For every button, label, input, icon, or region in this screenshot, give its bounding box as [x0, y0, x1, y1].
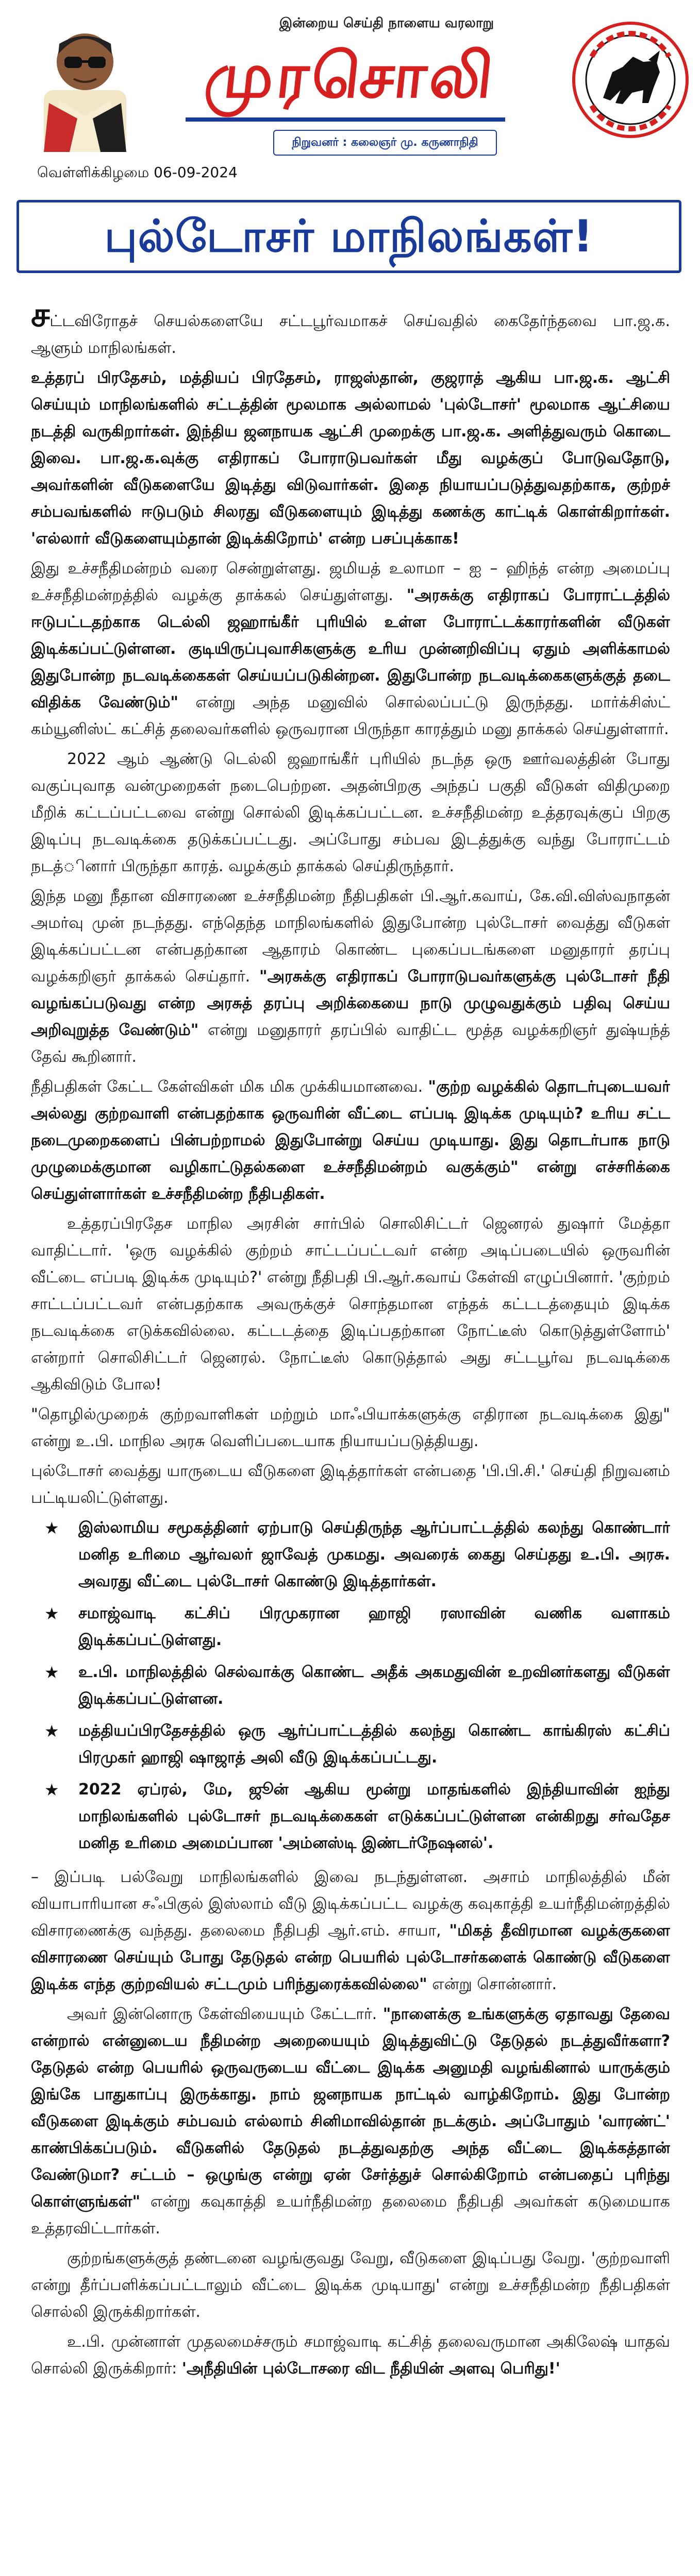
paragraph-9: புல்டோசர் வைத்து யாருடைய வீடுகளை இடித்தார்கள் என்பதை 'பி.பி.சி.' செய்தி நிறுவனம் பட்டியலிட்டுள்ளது. — [31, 1462, 670, 1507]
paragraph-5 — [31, 883, 670, 1071]
paragraph-11-tail: என்று கவுகாத்தி உயர்நீதிமன்ற தலைமை நீதிபதி அவர்கள் கடுமையாக உத்தரவிட்டார்கள். — [31, 2193, 670, 2238]
paragraph-6-lead: நீதிபதிகள் கேட்ட கேள்விகள் மிக மிக முக்கியமானவை. — [31, 1078, 428, 1096]
founder-portrait-icon — [28, 13, 142, 152]
paragraph-3 — [31, 555, 670, 743]
circular-seal-icon — [571, 21, 690, 139]
paragraph-2: உத்தரப் பிரதேசம், மத்தியப் பிரதேசம், ராஜஸ்தான், குஜராத் ஆகிய பா.ஜ.க. ஆட்சி செய்யும் மாநிலங்களில் சட்டத்தின் மூலமாக அல்லாமல் 'புல்டோசர்' மூலமாக ஆட்சியை நடத்தி வருகிறார்கள். இந்திய ஜனநாயக ஆட்சி முறைக்கு பா.ஜ.க. அளித்துவரும் கொடை இவை. பா.ஜ.க.வுக்கு எதிராகப் போராடுபவர்கள் மீது வழக்குப் போடுவதோடு, அவர்களின் வீடுகளையே இடித்து விடுவார்கள். இதை நியாயப்படுத்துவதற்காக, குற்றச் சம்பவங்களில் ஈடுபடும் சிலரது வீடுகளையும் இடித்து கணக்கு காட்டிக் கொள்கிறார்கள். 'எல்லார் வீடுகளையும்தான் இடிக்கிறோம்' என்ற பசப்புக்காக! — [31, 369, 670, 548]
list-item — [31, 1776, 670, 1857]
paragraph-6-tail: என்று எச்சரிக்கை செய்துள்ளார்கள் உச்சநீதிமன்ற நீதிபதிகள். — [31, 1158, 670, 1203]
list-item-text: மத்தியப்பிரதேசத்தில் ஒரு ஆர்ப்பாட்டத்தில் கலந்து கொண்ட காங்கிரஸ் கட்சிப் பிரமுகர் ஹாஜி ஷாஜாத் அலி வீடு இடிக்கப்பட்டது. — [78, 1722, 670, 1767]
paragraph-6 — [31, 1074, 670, 1208]
star-bullet-icon: ★ — [44, 1604, 59, 1623]
list-item-text: இஸ்லாமிய சமூகத்தினர் ஏற்பாடு செய்திருந்த ஆர்ப்பாட்டத்தில் கலந்து கொண்டார் மனித உரிமை ஆர்வலர் ஜாவேத் முகமது. அவரைக் கைது செய்தது உ.பி. அரசு. அவரது வீட்டை புல்டோசர் கொண்டு இடித்தார்கள். — [78, 1519, 670, 1590]
drop-cap: ச — [31, 301, 50, 334]
list-item-text: உ.பி. மாநிலத்தில் செல்வாக்கு கொண்ட அதீக் அகமதுவின் உறவினர்களது வீடுகள் இடிக்கப்பட்டுள்ளன. — [78, 1663, 670, 1708]
paragraph-10-tail: என்று சொன்னார். — [427, 1975, 557, 1993]
demolition-list — [31, 1515, 670, 1857]
paragraph-3-lead: இது உச்சநீதிமன்றம் வரை சென்றுள்ளது. ஜமியத் உலாமா – ஐ – ஹிந்த் என்ற அமைப்பு உச்சநீதிமன்றத்தில் வழக்கு தாக்கல் செய்துள்ளது. — [31, 560, 670, 604]
star-bullet-icon: ★ — [44, 1663, 59, 1682]
founder-credit: நிறுவனர் : கலைஞர் மு. கருணாநிதி — [273, 130, 497, 156]
paragraph-8-quote: "தொழில்முறைக் குற்றவாளிகள் மற்றும் மாஃபியாக்களுக்கு எதிரான நடவடிக்கை இது" — [31, 1405, 670, 1423]
paragraph-12: குற்றங்களுக்குத் தண்டனை வழங்குவது வேறு, வீடுகளை இடிப்பது வேறு. 'குற்றவாளி என்று தீர்ப்பளிக்கப்பட்டாலும் வீட்டை இடிக்க முடியாது' என்று உச்சநீதிமன்ற நீதிபதிகள் சொல்லி இருக்கிறார்கள். — [31, 2249, 670, 2321]
paragraph-10 — [31, 1864, 670, 1998]
star-bullet-icon: ★ — [44, 1721, 59, 1741]
dateline: வெள்ளிக்கிழமை 06-09-2024 — [37, 164, 238, 181]
paragraph-3-quote: "அரசுக்கு எதிராகப் போராட்டத்தில் ஈடுபட்டதற்காக டெல்லி ஜஹாங்கீர் புரியில் உள்ள போராட்டக்காரர்களின் வீடுகள் இடிக்கப்பட்டுள்ளன. குடியிருப்புவாசிகளுக்கு உரிய முன்னறிவிப்பு ஏதும் அளிக்காமல் இதுபோன்ற நடவடிக்கைகள் செய்யப்படுகின்றன. இதுபோன்ற நடவடிக்கைகளுக்குத் தடை விதிக்க வேண்டும்" — [31, 586, 670, 711]
list-item-text: சமாஜ்வாடி கட்சிப் பிரமுகரான ஹாஜி ரஸாவின் வணிக வளாகம் இடிக்கப்பட்டுள்ளது. — [78, 1604, 670, 1649]
star-bullet-icon: ★ — [44, 1780, 59, 1800]
masthead — [0, 0, 700, 181]
masthead-tagline: இன்றைய செய்தி நாளைய வரலாறு — [279, 15, 494, 31]
editorial-body — [31, 301, 670, 2576]
logo-underline — [186, 117, 505, 122]
editorial-headline: புல்டோசர் மாநிலங்கள்! — [104, 211, 594, 262]
paragraph-6-quote: "குற்ற வழக்கில் தொடர்புடையவர் அல்லது குற்றவாளி என்பதற்காக ஒருவரின் வீட்டை எப்படி இடிக்க முடியும்? உரிய சட்ட நடைமுறைகளைப் பின்பற்றாமல் இதுபோன்று செய்ய முடியாது. இது தொடர்பாக நாடு முழுமைக்குமான வழிகாட்டுதல்களை உச்சநீதிமன்றம் வகுக்கும்" — [31, 1078, 670, 1176]
paragraph-3-tail: என்று அந்த மனுவில் சொல்லப்பட்டு இருந்தது. மார்க்சிஸ்ட் கம்யூனிஸ்ட் கட்சித் தலைவர்களில் ஒருவரான பிருந்தா காரத்தும் மனு தாக்கல் செய்துள்ளார். — [31, 693, 670, 738]
paragraph-1 — [31, 301, 670, 362]
paragraph-11-quote: "நாளைக்கு உங்களுக்கு ஏதாவது தேவை என்றால் என்னுடைய நீதிமன்ற அறையையும் இடித்துவிட்டு தேடுதல் நடத்துவீர்களா? தேடுதல் என்ற பெயரில் ஒருவருடைய வீட்டை இடிக்க அனுமதி வழங்கினால் யாருக்கும் இங்கே பாதுகாப்பு இருக்காது. நாம் ஜனநாயக நாட்டில் வாழ்கிறோம். இது போன்ற வீடுகளை இடிக்கும் சம்பவம் எல்லாம் சினிமாவில்தான் நடக்கும். அப்போதும் 'வாரண்ட்' காண்பிக்கப்படும். வீடுகளில் தேடுதல் நடத்துவதற்கு அந்த வீட்டை இடிக்கத்தான் வேண்டுமா? சட்டம் – ஒழுங்கு என்று ஏன் சேர்த்துச் சொல்கிறோம் என்பதைப் புரிந்து கொள்ளுங்கள்" — [31, 2005, 670, 2211]
paragraph-11-lead: அவர் இன்னொரு கேள்வியையும் கேட்டார். — [67, 2005, 383, 2023]
list-item-text: 2022 ஏப்ரல், மே, ஜூன் ஆகிய மூன்று மாதங்களில் இந்தியாவின் ஐந்து மாநிலங்களில் புல்டோசர் நடவடிக்கைகள் எடுக்கப்பட்டுள்ளன என்கிறது சர்வதேச மனித உரிமை அமைப்பான 'அம்னஸ்டி இண்டர்நேஷனல்'. — [78, 1781, 670, 1852]
paragraph-10-lead: – இப்படி பல்வேறு மாநிலங்களில் இவை நடந்துள்ளன. அசாம் மாநிலத்தில் மீன் வியாபாரியான சஃபிகுல் இஸ்லாம் வீடு இடிக்கப்பட்ட வழக்கு கவுகாத்தி உயர்நீதிமன்றத்தில் விசாரணைக்கு வந்தது. தலைமை நீதிபதி ஆர்.எம். சாயா, — [31, 1868, 670, 1940]
list-item — [31, 1515, 670, 1595]
paragraph-7: உத்தரப்பிரதேச மாநில அரசின் சார்பில் சொலிசிட்டர் ஜெனரல் துஷார் மேத்தா வாதிட்டார். 'ஒரு வழக்கில் குற்றம் சாட்டப்பட்டவர் என்ற அடிப்படையில் ஒருவரின் வீட்டை எப்படி இடிக்க முடியும்?' என்று நீதிபதி பி.ஆர்.கவாய் கேள்வி எழுப்பினார். 'குற்றம் சாட்டப்பட்டவர் என்பதற்காக அவருக்குச் சொந்தமான எந்தக் கட்டடத்தையும் இடிக்க நடவடிக்கை எடுக்கவில்லை. கட்டடத்தை இடிப்பதற்கான நோட்டீஸ் கொடுத்துள்ளோம்' என்றார் சொலிசிட்டர் ஜெனரல். நோட்டீஸ் கொடுத்தால் அது சட்டபூர்வ நடவடிக்கை ஆகிவிடும் போல! — [31, 1215, 670, 1394]
paragraph-5-tail: என்று மனுதாரர் தரப்பில் வாதிட்ட மூத்த வழக்கறிஞர் துஷ்யந்த் தேவ் கூறினார். — [31, 1021, 670, 1066]
paragraph-10-quote: "மிகத் தீவிரமான வழக்குகளை விசாரணை செய்யும் போது தேடுதல் என்ற பெயரில் புல்டோசர்களைக் கொண்டு வீடுகளை இடிக்க எந்த குற்றவியல் சட்டமும் பரிந்துரைக்கவில்லை" — [31, 1922, 670, 1993]
paragraph-8-tail: என்று உ.பி. மாநில அரசு வெளிப்படையாக நியாயப்படுத்தியது. — [31, 1432, 479, 1450]
paragraph-13-lead: உ.பி. முன்னாள் முதலமைச்சரும் சமாஜ்வாடி கட்சித் தலைவருமான அகிலேஷ் யாதவ் சொல்லி இருக்கிறார்: — [31, 2333, 670, 2378]
paragraph-5-lead: இந்த மனு நீதான விசாரணை உச்சநீதிமன்ற நீதிபதிகள் பி.ஆர்.கவாய், கே.வி.விஸ்வநாதன் அமர்வு முன் நடந்தது. எந்தெந்த மாநிலங்களில் இதுபோன்ற புல்டோசர் வைத்து வீடுகள் இடிக்கப்பட்டன என்பதற்கான ஆதாரம் கொண்ட புகைப்படங்களை மனுதாரர் தரப்பு வழக்கறிஞர் தாக்கல் செய்தார். — [31, 887, 670, 986]
paragraph-8 — [31, 1401, 670, 1455]
paragraph-13 — [31, 2329, 670, 2382]
paragraph-4: 2022 ஆம் ஆண்டு டெல்லி ஜஹாங்கீர் புரியில் நடந்த ஒரு ஊர்வலத்தின் போது வகுப்புவாத வன்முறைகள் நடைபெற்றன. அதன்பிறகு அந்தப் பகுதி வீடுகள் விதிமுறை மீறிக் கட்டப்பட்டவை என்று சொல்லி இடிக்கப்பட்டன. உச்சநீதிமன்ற உத்தரவுக்குப் பிறகு இடிப்பு நடவடிக்கை தடுக்கப்பட்டது. அப்போது சம்பவ இடத்துக்கு வந்து போராட்டம் நடத்ினார் பிருந்தா காரத். வழக்கும் தாக்கல் செய்திருந்தார். — [31, 750, 670, 875]
editorial-headline-box — [16, 200, 681, 273]
star-bullet-icon: ★ — [44, 1518, 59, 1538]
paragraph-5-quote: "அரசுக்கு எதிராகப் போராடுபவர்களுக்கு புல்டோசர் நீதி வழங்கப்படுவது என்ற அரசுத் தரப்பு அறிக்கையை நாடு முழுவதுக்கும் பதிவு செய்ய அறிவுறுத்த வேண்டும்" — [31, 968, 670, 1039]
paragraph-13-quote: 'அநீதியின் புல்டோசரை விட நீதியின் அளவு பெரிது!' — [181, 2360, 560, 2378]
list-item — [31, 1659, 670, 1713]
paragraph-1-text: ட்டவிரோதச் செயல்களையே சட்டபூர்வமாகச் செய்வதில் கைதேர்ந்தவை பா.ஜ.க. ஆளும் மாநிலங்கள். — [31, 312, 670, 357]
list-item — [31, 1718, 670, 1771]
newspaper-logo: முரசொலி — [201, 39, 500, 112]
list-item — [31, 1600, 670, 1654]
paragraph-11 — [31, 2001, 670, 2242]
